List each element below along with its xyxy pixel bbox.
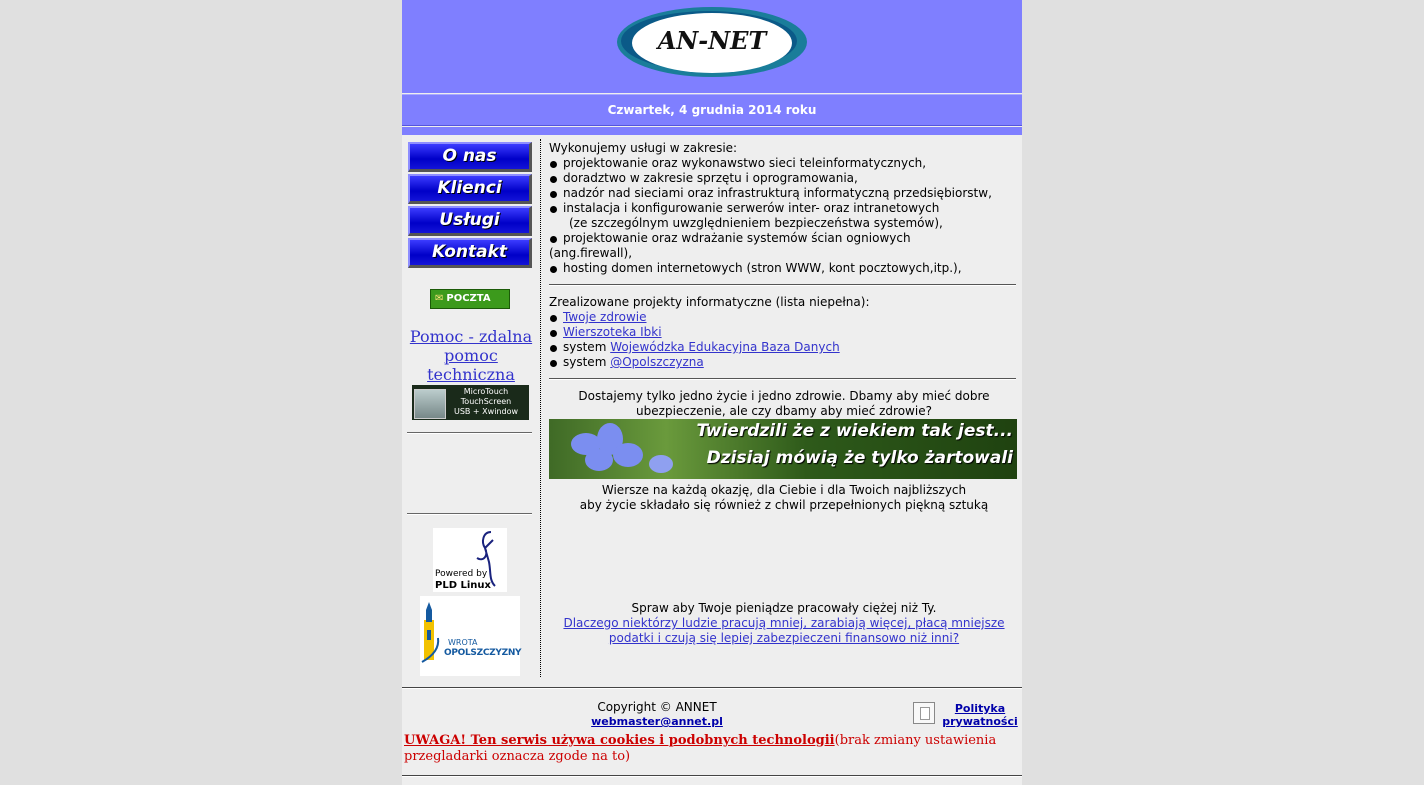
document-icon[interactable] bbox=[913, 702, 935, 724]
service-item: projektowanie oraz wdrażanie systemów ścian ogniowych bbox=[549, 231, 1019, 246]
service-item: doradztwo w zakresie sprzętu i oprogramowania, bbox=[549, 171, 1019, 186]
services-intro: Wykonujemy usługi w zakresie: bbox=[549, 141, 738, 155]
project-link-opolszczyzna[interactable]: @Opolszczyzna bbox=[610, 355, 704, 369]
service-item: nadzór nad sieciami oraz infrastrukturą informatyczną przedsiębiorstw, bbox=[549, 186, 1019, 201]
page-container bbox=[402, 0, 1022, 785]
touch-line-1: MicroTouch bbox=[463, 387, 509, 396]
service-item: hosting domen internetowych (stron WWW, kont pocztowych,itp.), bbox=[549, 261, 1019, 276]
project-item bbox=[549, 340, 1019, 355]
wrota-opolszczyzny-logo[interactable] bbox=[420, 596, 520, 676]
current-date: Czwartek, 4 grudnia 2014 roku bbox=[402, 94, 1022, 126]
main-content bbox=[549, 141, 1019, 646]
envelope-icon: ✉ bbox=[435, 293, 444, 304]
project-item bbox=[549, 325, 1019, 340]
copyright-block bbox=[542, 700, 772, 729]
footer-bottom-divider bbox=[402, 775, 1022, 777]
flower-petal bbox=[649, 455, 673, 473]
project-item bbox=[549, 310, 1019, 325]
nav-button-o-nas[interactable]: O nas bbox=[408, 142, 532, 172]
nav-button-klienci[interactable]: Klienci bbox=[408, 174, 532, 204]
header-stripe bbox=[402, 127, 1022, 135]
touch-line-2: TouchScreen bbox=[460, 397, 512, 406]
flower-petal bbox=[585, 449, 613, 471]
money-text: Spraw aby Twoje pieniądze pracowały ciężej niż Ty. bbox=[631, 601, 937, 615]
microtouch-banner[interactable] bbox=[412, 385, 529, 420]
sidebar-divider bbox=[407, 432, 532, 434]
nav-button-kontakt[interactable]: Kontakt bbox=[408, 238, 532, 268]
projects-intro: Zrealizowane projekty informatyczne (lista niepełna): bbox=[549, 295, 870, 309]
project-link-twoje-zdrowie[interactable]: Twoje zdrowie bbox=[563, 310, 647, 324]
webmaster-email-link[interactable]: webmaster@annet.pl bbox=[591, 715, 723, 728]
logo-text: AN-NET bbox=[657, 26, 767, 55]
poems-banner[interactable] bbox=[549, 419, 1017, 479]
money-link[interactable]: Dlaczego niektórzy ludzie pracują mniej, zarabiają więcej, płacą mniejsze podatki i czują się lepiej zabezpieczeni finansowo niż inni? bbox=[563, 616, 1005, 645]
footer-divider bbox=[402, 687, 1022, 689]
tower-icon bbox=[420, 596, 520, 676]
touch-line-3: USB + Xwindow bbox=[453, 407, 519, 416]
content-divider bbox=[549, 284, 1016, 286]
site-header bbox=[402, 0, 1022, 93]
pld-linux-logo[interactable] bbox=[433, 528, 507, 592]
content-divider bbox=[549, 378, 1016, 380]
project-link-wierszoteka[interactable]: Wierszoteka Ibki bbox=[563, 325, 662, 339]
annet-logo[interactable] bbox=[616, 6, 808, 78]
service-item-note: (ze szczególnym uwzględnieniem bezpieczeństwa systemów), bbox=[569, 216, 943, 230]
service-item: instalacja i konfigurowanie serwerów inter- oraz intranetowych bbox=[549, 201, 1019, 216]
service-item-tail: (ang.firewall), bbox=[549, 246, 633, 260]
poczta-label: POCZTA bbox=[446, 293, 491, 304]
privacy-policy-link[interactable]: Polityka prywatności bbox=[942, 702, 1018, 728]
cookie-notice bbox=[404, 733, 1020, 765]
poems-line-1: Wiersze na każdą okazję, dla Ciebie i dla Twoich najbliższych bbox=[601, 483, 967, 497]
banner-line-1: Twierdzili że z wiekiem tak jest... bbox=[696, 421, 1013, 441]
project-link-webd[interactable]: Wojewódzka Edukacyjna Baza Danych bbox=[610, 340, 840, 354]
pld-line-2: PLD Linux bbox=[435, 580, 491, 591]
project-prefix: system bbox=[563, 340, 607, 354]
service-item: projektowanie oraz wykonawstwo sieci teleinformatycznych, bbox=[549, 156, 1019, 171]
banner-line-2: Dzisiaj mówią że tylko żartowali bbox=[706, 448, 1013, 468]
sidebar-divider bbox=[407, 513, 532, 515]
project-item bbox=[549, 355, 1019, 370]
health-text: Dostajemy tylko jedno życie i jedno zdrowie. Dbamy aby mieć dobre ubezpieczenie, ale czy dbamy aby mieć zdrowie? bbox=[578, 389, 990, 418]
wrota-line-1: WROTA bbox=[448, 638, 478, 647]
nav-button-uslugi[interactable]: Usługi bbox=[408, 206, 532, 236]
cookie-details: (brak zmiany ustawienia przegladarki oznacza zgode na to) bbox=[404, 733, 997, 764]
monitor-icon bbox=[414, 389, 446, 419]
wrota-line-2: OPOLSZCZYZNY bbox=[444, 648, 522, 658]
poczta-button[interactable] bbox=[430, 289, 510, 309]
cookie-warning[interactable]: UWAGA! Ten serwis używa cookies i podobnych technologii bbox=[404, 733, 835, 748]
flower-petal bbox=[613, 443, 643, 467]
column-separator bbox=[540, 139, 541, 677]
remote-help-link[interactable]: Pomoc - zdalna pomoc techniczna bbox=[409, 327, 533, 384]
copyright-text: Copyright © ANNET bbox=[597, 700, 717, 714]
pld-line-1: Powered by bbox=[435, 569, 488, 579]
project-prefix: system bbox=[563, 355, 607, 369]
poems-line-2: aby życie składało się również z chwil przepełnionych piękną sztuką bbox=[579, 498, 989, 512]
